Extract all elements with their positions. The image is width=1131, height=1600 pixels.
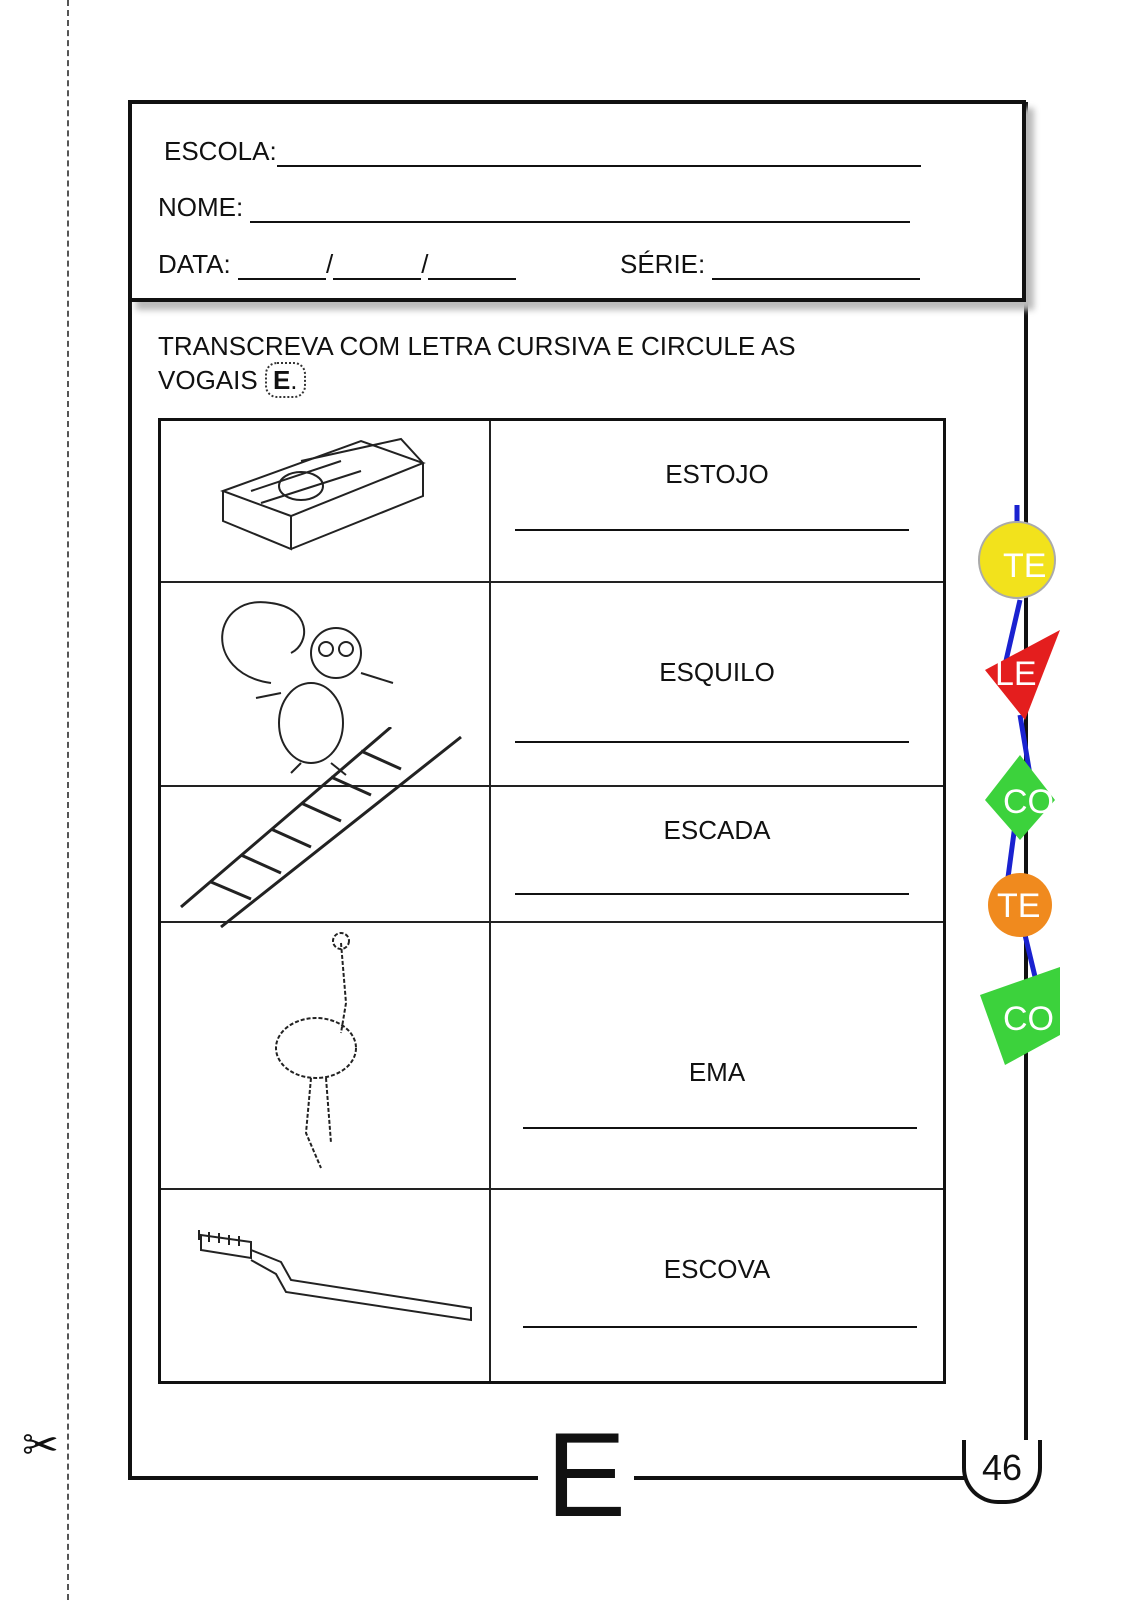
svg-text:TE: TE [1003,547,1047,585]
picture-rhea [160,922,491,1189]
answer-cell[interactable] [490,420,945,583]
writing-line[interactable] [515,741,909,743]
name-field[interactable] [158,192,910,223]
grade-label: SÉRIE: [620,249,706,279]
writing-line[interactable] [523,1326,917,1328]
picture-ladder [160,786,491,922]
date-field[interactable]: DATA: / / [158,249,516,280]
picture-toothbrush [160,1189,491,1383]
answer-cell[interactable] [490,1189,945,1383]
answer-cell[interactable] [490,786,945,922]
scissors-icon: ✂ [22,1421,59,1470]
answer-cell[interactable] [490,582,945,786]
school-field[interactable] [164,136,921,167]
word-label: ESQUILO [659,657,775,687]
word-label: ESCOVA [663,1254,771,1284]
ladder-icon [161,727,489,937]
word-label: ESTOJO [665,459,769,489]
school-label: ESCOLA: [164,136,277,166]
pencil-case-icon [161,421,489,576]
word-label: EMA [688,1057,746,1087]
circled-vowel: E. [265,362,306,398]
table-row [160,786,945,922]
writing-line[interactable] [523,1127,917,1129]
instruction: TRANSCREVA COM LETRA CURSIVA E CIRCULE AS VOGAIS E. [158,330,858,398]
svg-text:CO: CO [1003,1000,1054,1038]
grade-field[interactable] [620,249,920,280]
table-row [160,420,945,583]
word-label: ESCADA [663,815,771,845]
table-row [160,1189,945,1383]
name-label: NOME: [158,192,244,222]
page-number: 46 [962,1440,1042,1504]
date-label: DATA: [158,249,231,279]
table-row [160,922,945,1189]
writing-line[interactable] [515,893,909,895]
svg-text:CO: CO [1003,783,1054,821]
svg-text:TE: TE [997,887,1041,925]
student-info-box [128,100,1026,302]
answer-cell[interactable] [490,922,945,1189]
transcription-table [158,418,946,1384]
letter-heading: E [538,1415,634,1535]
picture-pencil-case [160,420,491,583]
toothbrush-icon [161,1190,489,1376]
writing-line[interactable] [515,529,909,531]
teleco-logo [975,505,1075,1075]
cut-line [67,0,69,1600]
rhea-icon [161,923,489,1183]
svg-text:LE: LE [995,655,1037,693]
